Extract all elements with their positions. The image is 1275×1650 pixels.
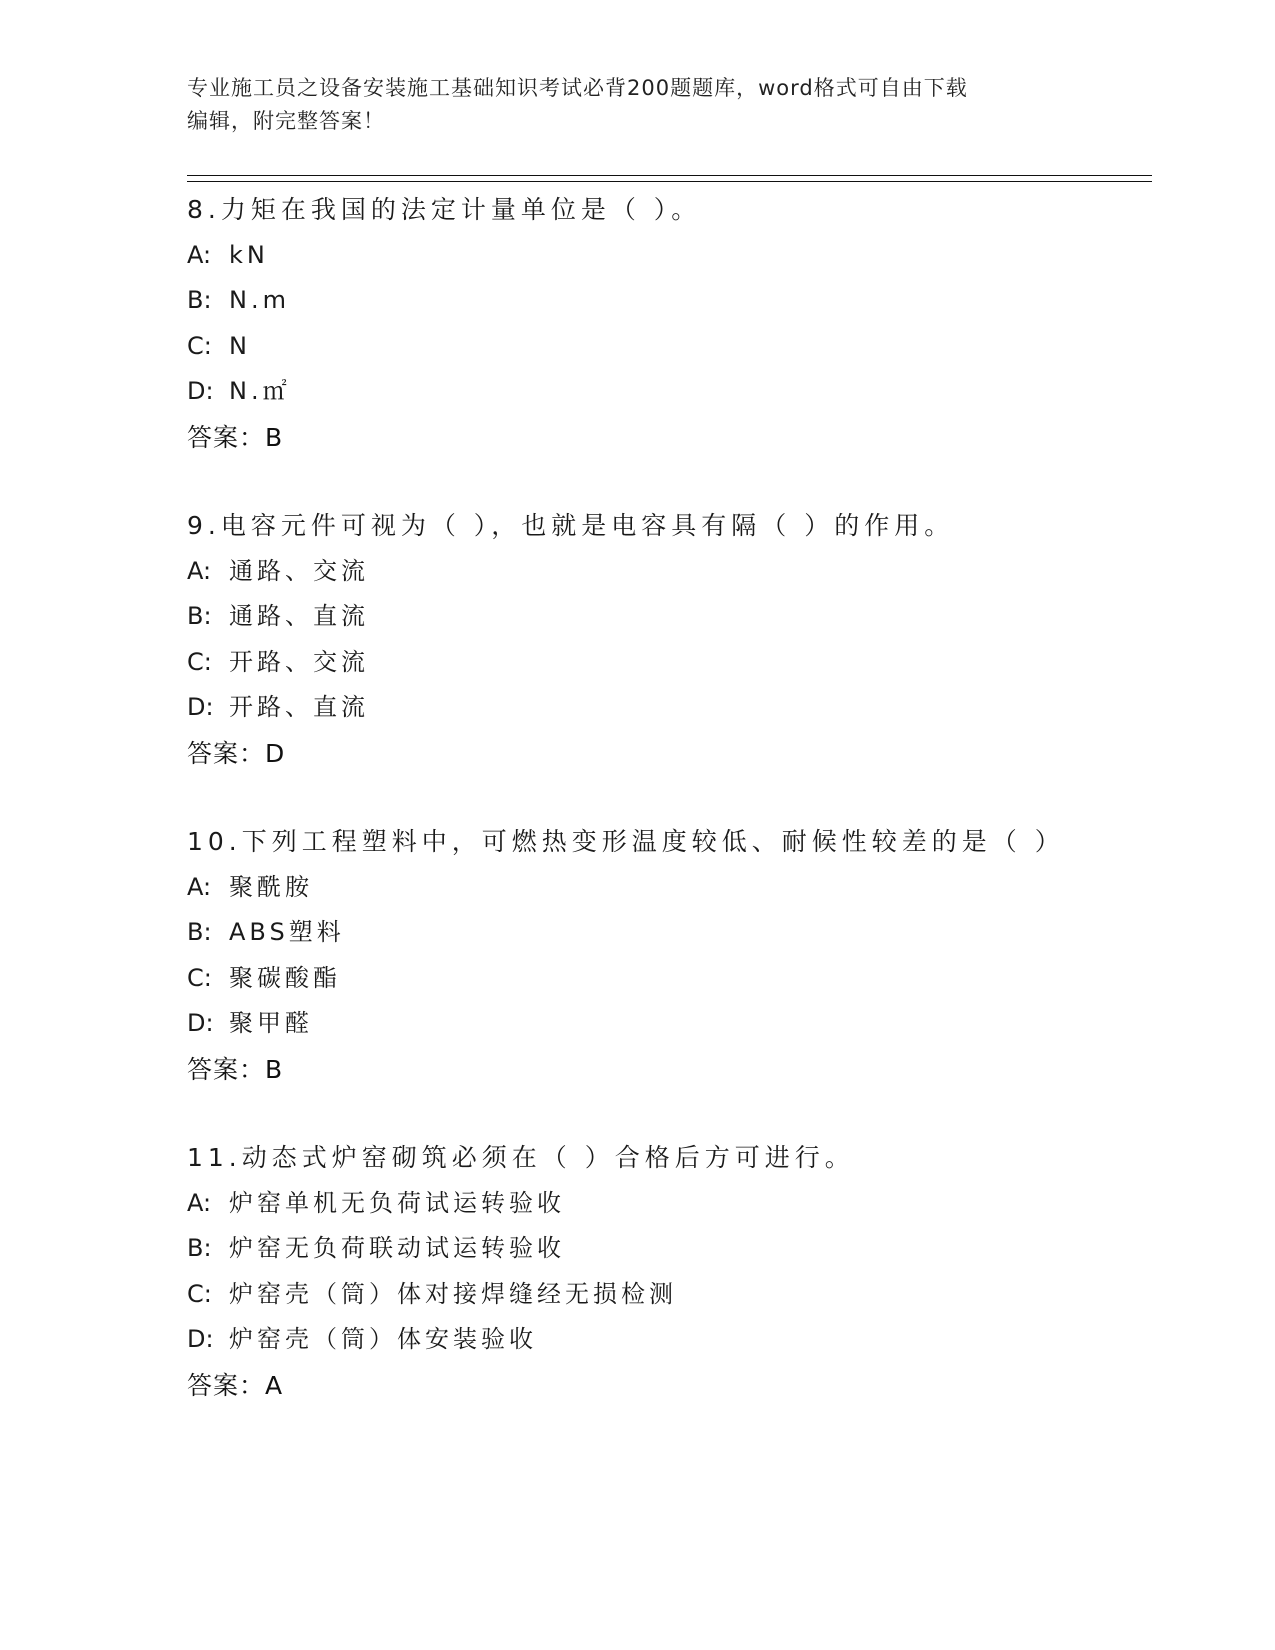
option-b <box>187 910 1147 956</box>
option-text: 炉窑单机无负荷试运转验收 <box>229 1188 565 1217</box>
question-stem: 11.动态式炉窑砌筑必须在（ ）合格后方可进行。 <box>187 1143 855 1172</box>
option-key: C: <box>187 647 212 676</box>
option-key: D: <box>187 1009 214 1037</box>
option-a <box>187 549 1147 595</box>
option-text: N.㎡ <box>229 377 291 405</box>
option-text: 炉窑无负荷联动试运转验收 <box>229 1234 565 1262</box>
header-line-2: 编辑，附完整答案！ <box>187 109 385 133</box>
option-text: N.m <box>229 286 290 314</box>
answer: 答案：B <box>187 422 284 452</box>
option-key: B: <box>187 1234 212 1262</box>
option-c <box>187 1272 1147 1318</box>
option-key: D: <box>187 693 214 721</box>
option-text: 聚碳酸酯 <box>229 963 341 992</box>
option-key: A: <box>187 556 212 585</box>
document-header <box>187 72 1087 138</box>
question-9 <box>187 503 1147 776</box>
question-stem: 8.力矩在我国的法定计量单位是（ ）。 <box>187 195 702 224</box>
option-d <box>187 1317 1147 1363</box>
option-text: ABS塑料 <box>229 918 345 946</box>
option-key: A: <box>187 240 212 269</box>
option-c <box>187 324 1147 370</box>
option-c <box>187 956 1147 1002</box>
option-key: A: <box>187 872 212 901</box>
header-line-1: 专业施工员之设备安装施工基础知识考试必背200题题库，word格式可自由下载 <box>187 76 968 100</box>
option-a <box>187 1181 1147 1227</box>
option-b <box>187 594 1147 640</box>
option-c <box>187 640 1147 686</box>
option-key: D: <box>187 1325 214 1353</box>
option-text: N <box>229 331 251 360</box>
option-text: 通路、直流 <box>229 602 369 630</box>
question-stem: 9.电容元件可视为（ ），也就是电容具有隔（ ）的作用。 <box>187 511 955 540</box>
question-10 <box>187 819 1147 1092</box>
question-stem: 10.下列工程塑料中，可燃热变形温度较低、耐候性较差的是（ ） <box>187 827 1065 856</box>
question-8 <box>187 187 1147 460</box>
option-key: A: <box>187 1188 212 1217</box>
option-b <box>187 1226 1147 1272</box>
option-text: 通路、交流 <box>229 556 369 585</box>
option-text: 聚甲醛 <box>229 1009 313 1037</box>
header-divider-top <box>187 175 1152 176</box>
answer: 答案：A <box>187 1370 284 1400</box>
answer: 答案：B <box>187 1054 284 1084</box>
option-d <box>187 1001 1147 1047</box>
header-divider-bottom <box>187 181 1152 182</box>
option-b <box>187 278 1147 324</box>
option-text: 开路、直流 <box>229 693 369 721</box>
option-a <box>187 233 1147 279</box>
option-key: B: <box>187 602 212 630</box>
option-d <box>187 685 1147 731</box>
option-key: C: <box>187 331 212 360</box>
option-text: kN <box>229 240 269 269</box>
question-11 <box>187 1135 1147 1408</box>
option-text: 聚酰胺 <box>229 872 313 901</box>
option-text: 开路、交流 <box>229 647 369 676</box>
answer: 答案：D <box>187 738 286 768</box>
option-key: C: <box>187 963 212 992</box>
option-text: 炉窑壳（筒）体安装验收 <box>229 1325 537 1353</box>
option-key: C: <box>187 1279 212 1308</box>
option-d <box>187 369 1147 415</box>
option-text: 炉窑壳（筒）体对接焊缝经无损检测 <box>229 1279 677 1308</box>
option-key: B: <box>187 286 212 314</box>
option-key: D: <box>187 377 214 405</box>
option-a <box>187 865 1147 911</box>
option-key: B: <box>187 918 212 946</box>
